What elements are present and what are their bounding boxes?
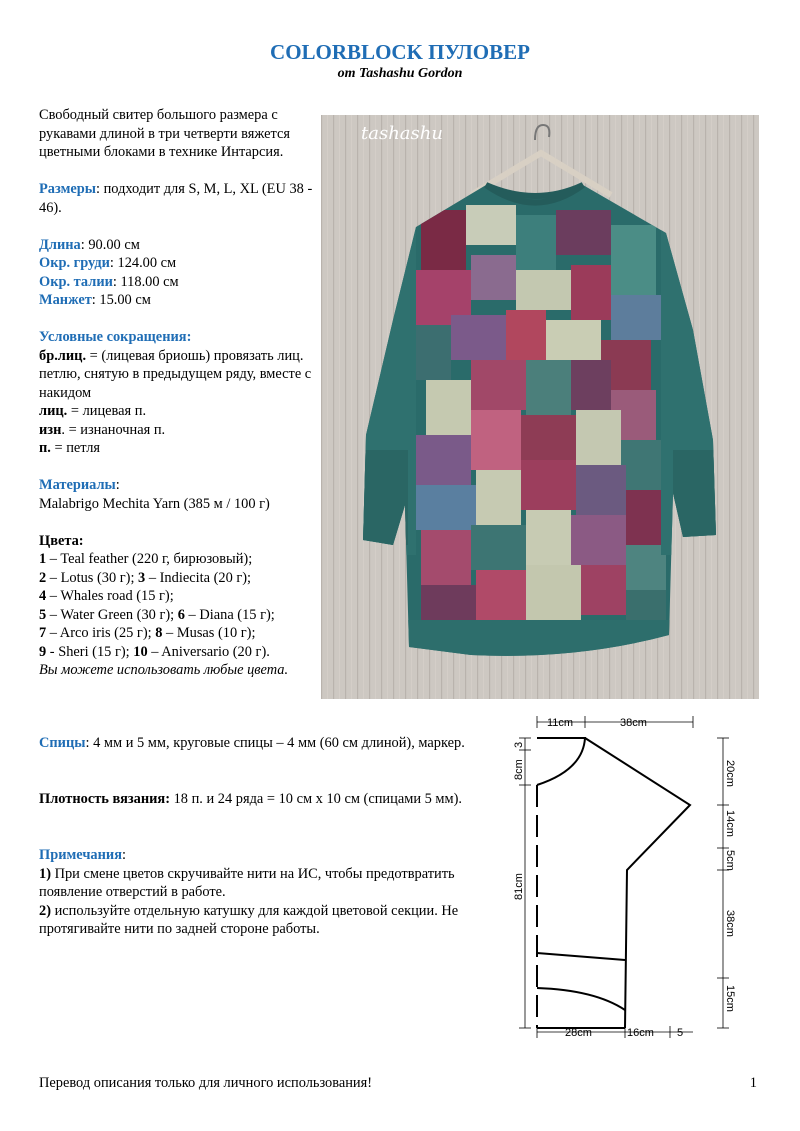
colors-label bbox=[39, 532, 314, 551]
gauge-label: Плотность вязания: bbox=[39, 791, 170, 807]
dim-left-81: 81cm bbox=[513, 873, 525, 900]
measurement-label: Окр. талии bbox=[39, 273, 113, 290]
notes-label: Примечания bbox=[39, 847, 122, 863]
note-text: При смене цветов скручивайте нити на ИС, чтобы предотвратить появление отверстий в работе. bbox=[39, 865, 455, 900]
note-number: 2) bbox=[39, 902, 51, 919]
color-number: 4 bbox=[39, 588, 47, 604]
abbreviation-item bbox=[39, 347, 314, 403]
color-number: 6 bbox=[177, 606, 185, 623]
color-line bbox=[39, 606, 314, 625]
abbreviation-item bbox=[39, 421, 314, 440]
color-number: 3 bbox=[138, 569, 146, 586]
page-number: 1 bbox=[749, 1075, 757, 1091]
materials-colon: : bbox=[115, 477, 120, 493]
note-item bbox=[39, 902, 479, 939]
abbreviation-term: п. bbox=[39, 440, 51, 456]
notes-section bbox=[39, 846, 479, 939]
neckline bbox=[537, 738, 585, 785]
photo-watermark: tashashu bbox=[361, 123, 443, 144]
abbreviation-def: . = изнаночная п. bbox=[61, 421, 166, 438]
dim-top-left: 11cm bbox=[547, 717, 574, 729]
dim-left-8: 8cm bbox=[513, 759, 525, 780]
intro-text: Свободный свитер большого размера с рукавами длиной в три четверти вяжется цветными блоками в технике Интарсия. bbox=[39, 107, 290, 160]
needles-text: : 4 мм и 5 мм, круговые спицы – 4 мм (60 см длиной), маркер. bbox=[85, 735, 465, 751]
color-line bbox=[39, 643, 314, 662]
hem-line-1 bbox=[537, 953, 625, 960]
color-text: – Water Green (30 г); bbox=[46, 606, 178, 623]
color-number: 10 bbox=[133, 643, 148, 660]
sweater-schematic bbox=[505, 710, 745, 1050]
measurement-label: Окр. груди bbox=[39, 255, 110, 271]
color-number: 9 bbox=[39, 643, 47, 660]
colors-note bbox=[39, 661, 314, 680]
color-text: – Teal feather (220 г, бирюзовый); bbox=[46, 551, 253, 567]
color-number: 8 bbox=[155, 625, 163, 641]
dim-right-14: 14cm bbox=[724, 810, 736, 837]
measurement-value: : 15.00 см bbox=[91, 292, 151, 308]
measurement-label: Манжет bbox=[39, 292, 92, 308]
page-subtitle: от Tashashu Gordon bbox=[337, 66, 463, 81]
color-line bbox=[39, 569, 314, 588]
materials-label: Материалы bbox=[39, 477, 116, 493]
abbreviation-def: = лицевая п. bbox=[67, 403, 147, 419]
materials-text: Malabrigo Mechita Yarn (385 м / 100 г) bbox=[39, 495, 270, 512]
abbreviation-term: бр.лиц. bbox=[39, 347, 87, 364]
dim-right-20: 20cm bbox=[724, 760, 736, 787]
abbreviation-term: изн bbox=[39, 421, 62, 438]
color-text: – Lotus (30 г); bbox=[46, 569, 139, 586]
gauge-paragraph bbox=[39, 790, 479, 809]
color-text: – Aniversario (20 г). bbox=[147, 643, 270, 660]
measurement-length bbox=[39, 236, 314, 255]
measurement-waist bbox=[39, 273, 314, 292]
sizes-label: Размеры bbox=[39, 181, 96, 197]
color-number: 2 bbox=[39, 569, 47, 586]
color-text: – Musas (10 г); bbox=[162, 625, 256, 641]
measurement-cuff bbox=[39, 291, 314, 310]
color-text: – Indiecita (20 г); bbox=[145, 569, 252, 586]
abbreviation-def: = (лицевая бриошь) провязать лиц. петлю, снятую в предыдущем ряду, вместе с накидом bbox=[39, 347, 312, 401]
dim-right-5: 5cm bbox=[724, 850, 736, 871]
color-text: – Whales road (15 г); bbox=[46, 588, 174, 604]
color-line bbox=[39, 550, 314, 569]
needles-label: Спицы bbox=[39, 735, 86, 751]
measurement-value: : 118.00 см bbox=[112, 273, 179, 290]
color-line bbox=[39, 624, 314, 643]
color-number: 7 bbox=[39, 625, 47, 641]
measurement-label: Длина bbox=[39, 236, 81, 253]
note-number: 1) bbox=[39, 865, 51, 882]
measurement-value: : 90.00 см bbox=[80, 236, 140, 253]
sweater-photo bbox=[321, 115, 759, 699]
note-item bbox=[39, 865, 479, 902]
dim-left-small: 3 bbox=[513, 741, 525, 748]
colors-note-text: Вы можете использовать любые цвета. bbox=[39, 662, 289, 678]
dim-right-15: 15cm bbox=[724, 985, 736, 1012]
outline-right bbox=[585, 738, 690, 1028]
abbreviation-item bbox=[39, 439, 314, 458]
notes-heading bbox=[39, 846, 479, 865]
left-column bbox=[39, 106, 314, 680]
needles-paragraph bbox=[39, 734, 479, 753]
colors-label-text: Цвета: bbox=[39, 532, 84, 549]
color-text: – Arco iris (25 г); bbox=[46, 625, 156, 641]
color-line bbox=[39, 587, 314, 606]
footer-note: Перевод описания только для личного использования! bbox=[39, 1075, 373, 1091]
measurement-value: : 124.00 см bbox=[109, 255, 177, 271]
sizes-text: : подходит для S, M, L, XL (EU 38 - 46). bbox=[39, 181, 313, 216]
materials-heading bbox=[39, 476, 314, 495]
dim-bottom-28: 28cm bbox=[565, 1027, 592, 1039]
measurement-chest bbox=[39, 254, 314, 273]
color-text: – Diana (15 г); bbox=[184, 606, 275, 623]
dim-top-right: 38cm bbox=[620, 717, 647, 729]
color-number: 1 bbox=[39, 551, 47, 567]
sizes-paragraph bbox=[39, 180, 314, 217]
page-title: COLORBLOCK ПУЛОВЕР bbox=[270, 40, 530, 64]
dim-bottom-5: 5 bbox=[677, 1027, 684, 1039]
color-number: 5 bbox=[39, 606, 47, 623]
dim-right-38: 38cm bbox=[724, 910, 736, 937]
abbreviations-label: Условные сокращения: bbox=[39, 329, 192, 345]
abbreviation-item bbox=[39, 402, 314, 421]
color-text: - Sheri (15 г); bbox=[46, 643, 134, 660]
gauge-text: 18 п. и 24 ряда = 10 см х 10 см (спицами 5 мм). bbox=[170, 791, 463, 807]
dim-bottom-16: 16cm bbox=[627, 1027, 654, 1039]
hem-line-2 bbox=[537, 988, 625, 1010]
abbreviation-term: лиц. bbox=[39, 403, 68, 419]
notes-colon: : bbox=[122, 847, 126, 863]
note-text: используйте отдельную катушку для каждой цветовой секции. Не протягивайте нити по задней стороне работы. bbox=[39, 902, 459, 937]
abbreviation-def: = петля bbox=[50, 440, 101, 456]
